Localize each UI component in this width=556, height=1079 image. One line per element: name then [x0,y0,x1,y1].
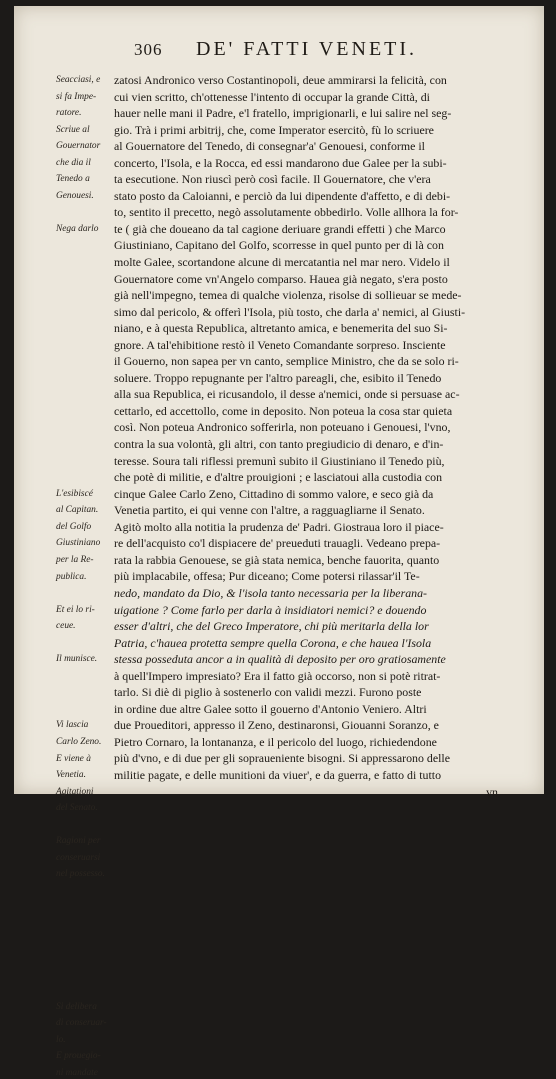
text-line: contra la sua volontà, gli altri, con tanto pregiudicio di denaro, e d'in- [114,437,444,452]
margin-note: conseruarsi [56,852,101,863]
margin-note: Gouernator [56,141,101,152]
margin-note: al Capitan. [56,505,99,516]
text-line: à quell'Impero impresiato? Era il fatto già occorso, non si potè ritrat- [114,668,441,683]
book-page [14,6,544,1078]
text-line: gnore. A tal'ehibitione restò il Veneto Comandante sorpreso. Insciente [114,337,446,352]
text-line: stessa posseduta ancor a in qualità di deposito per oro gratiosamente [114,652,446,667]
text-line: più implacabile, offesa; Pur diceano; Come potersi rilassar'il Te- [114,569,420,584]
margin-note: ceue. [56,621,76,632]
text-line: più d'vno, e di due per gli sopraueniente bisogni. Si appressarono delle [114,751,450,766]
text-line: Giustiniano, Capitano del Golfo, scorresse in quel punto per di là con [114,238,444,253]
text-line: Pietro Cornaro, la lontananza, e il pericolo del luogo, richiedendone [114,734,437,749]
margin-note: Carlo Zeno. [56,737,102,747]
margin-note: Scriue al [56,124,90,135]
margin-note: Tenedo a [56,174,90,185]
margin-note: Il munisce. [56,654,98,665]
text-line: Agitò molto alla notitia la prudenza de' Padri. Giostraua loro il piace- [114,519,444,534]
text-line: re dell'acquisto co'l dispiacere de' preueduti trauagli. Vedeano prepa- [114,536,441,551]
text-line: già nell'impegno, temea di qualche violenza, risolse di sollieuar se mede- [114,288,462,303]
margin-note: E prouegio- [56,1051,101,1062]
text-line: il Gouerno, non sapea per vn canto, semplice Ministro, che da se solo ri- [114,354,459,369]
text-line: Venetia partito, ei qui venne con l'altre, a ragguagliarne il Senato. [114,503,425,518]
text-line: Gouernatore come vn'Angelo comparso. Hauea già negato, s'era posto [114,271,448,286]
text-line: esser d'altri, che del Greco Imperatore, chi più meritarla della lor [114,619,429,634]
catchword: vn [486,784,498,799]
margin-note: del Golfo [56,521,92,532]
margin-note: che dia il [56,157,91,168]
text-line: concerto, l'Isola, e la Rocca, ed essi mandarono due Galee per la subi- [114,155,447,170]
text-line: Patria, c'hauea protetta sempre quella Corona, e che hauea l'Isola [114,635,432,650]
text-line: così. Non poteua Andronico sofferirla, non poteuano i Genouesi, l'vno, [114,420,451,435]
margin-note: Giustiniano [56,538,101,549]
text-line: due Proueditori, appresso il Zeno, destinaronsi, Giouanni Soranzo, e [114,718,439,733]
text-line: alla sua Republica, ei ricusandolo, il desse a'nemici, onde si persuase ac- [114,387,460,402]
text-line: cui vien scritto, ch'ottenesse l'intento di occupar la grande Città, di [114,89,430,104]
text-line: militie pagate, e delle munitioni da viuer', e da guerra, e fatto di tutto [114,767,442,782]
text-line: al Gouernatore del Tenedo, di consegnar'a' Genouesi, conforme il [114,139,425,154]
text-line: uigatione ? Come farlo per darla à insidiatori nemici? e douendo [114,602,427,617]
margin-note: L'esibiscé [56,488,93,499]
margin-note: di conseruar- [56,1018,107,1029]
margin-note: Vi lascia [56,720,89,731]
margin-note: ratore. [56,108,82,119]
text-line: tarlo. Si diè di piglio à sostenerlo con validi mezzi. Furono poste [114,685,422,700]
text-line: simo dal pericolo, & offerì l'Isola, più tosto, che darla a' nemici, al Giusti- [114,304,466,319]
page-header [134,38,534,64]
text-line: ta esecutione. Non riuscì però così facile. Il Gouernatore, che v'era [114,172,431,187]
main-text [114,72,534,800]
text-line: nedo, mandato da Dio, & l'isola tanto necessaria per la liberana- [114,585,427,600]
text-line: stato posto da Caloianni, e perciò da lui dipendente d'affetto, e di debi- [114,188,451,203]
running-title: DE' FATTI VENETI. [196,38,418,60]
margin-note: nel possesso. [56,869,105,880]
text-line: soluere. Troppo repugnante per l'altro pareagli, che, esibito il Tenedo [114,370,442,385]
margin-note: Genouesi. [56,190,94,201]
text-line: to, sentito il precetto, negò assolutamente obbedirlo. Volle allhora la for- [114,205,459,220]
text-line: zatosi Andronico verso Costantinopoli, deue ammirarsi la felicità, con [114,73,447,87]
text-line: gio. Trà i primi arbitrij, che, come Imperator esercitò, fù lo scriuere [114,122,434,137]
margin-note: per la Re- [56,554,94,565]
margin-note: Agitationi [56,786,94,797]
text-line: te ( già che doueano da tal cagione deriuare grandi effetti ) che Marco [114,221,446,236]
text-line: cinque Galee Carlo Zeno, Cittadino di sommo valore, e seco già da [114,486,434,501]
margin-note: lo. [56,1034,66,1045]
margin-note: si fa Impe- [56,91,97,102]
text-line: che potè di militie, e d'altre prouigioni ; e lasciatoui alla custodia con [114,470,443,485]
margin-note: Venetia. [56,770,86,781]
text-line: in ordine due altre Galee sotto il gouerno d'Antonio Veniero. Altri [114,701,427,716]
margin-note: del Senato. [56,803,98,814]
margin-note: Si delibera [56,1001,97,1012]
text-line: rata la rabbia Genouese, se già stata nemica, benche fauorita, quanto [114,552,440,567]
margin-note: E viene à [56,753,91,764]
margin-note: Et ei lo ri- [56,604,95,615]
margin-note: Seacciasi, e [56,75,101,85]
text-line: teresse. Soura tali riflessi premunì subito il Giustiniano il Tenedo più, [114,453,445,468]
margin-note: Ragioni per [56,836,101,847]
text-line: molte Galee, scortandone alcune di mercatantia nel mar nero. Videlo il [114,255,450,270]
page-number: 306 [134,40,163,59]
margin-note: ni mandate [56,1068,98,1078]
text-line: hauer nelle mani il Padre, e'l fratello, imprigionarli, e lui salire nel seg- [114,106,452,121]
text-line: niano, e à questa Republica, altretanto amica, e benemerita del suo Si- [114,321,448,336]
margin-note: Nega darlo [56,223,99,234]
text-line: cettarlo, ed accettollo, come in deposito. Non poteua la cosa star quieta [114,403,453,418]
margin-note: publica. [56,571,87,582]
